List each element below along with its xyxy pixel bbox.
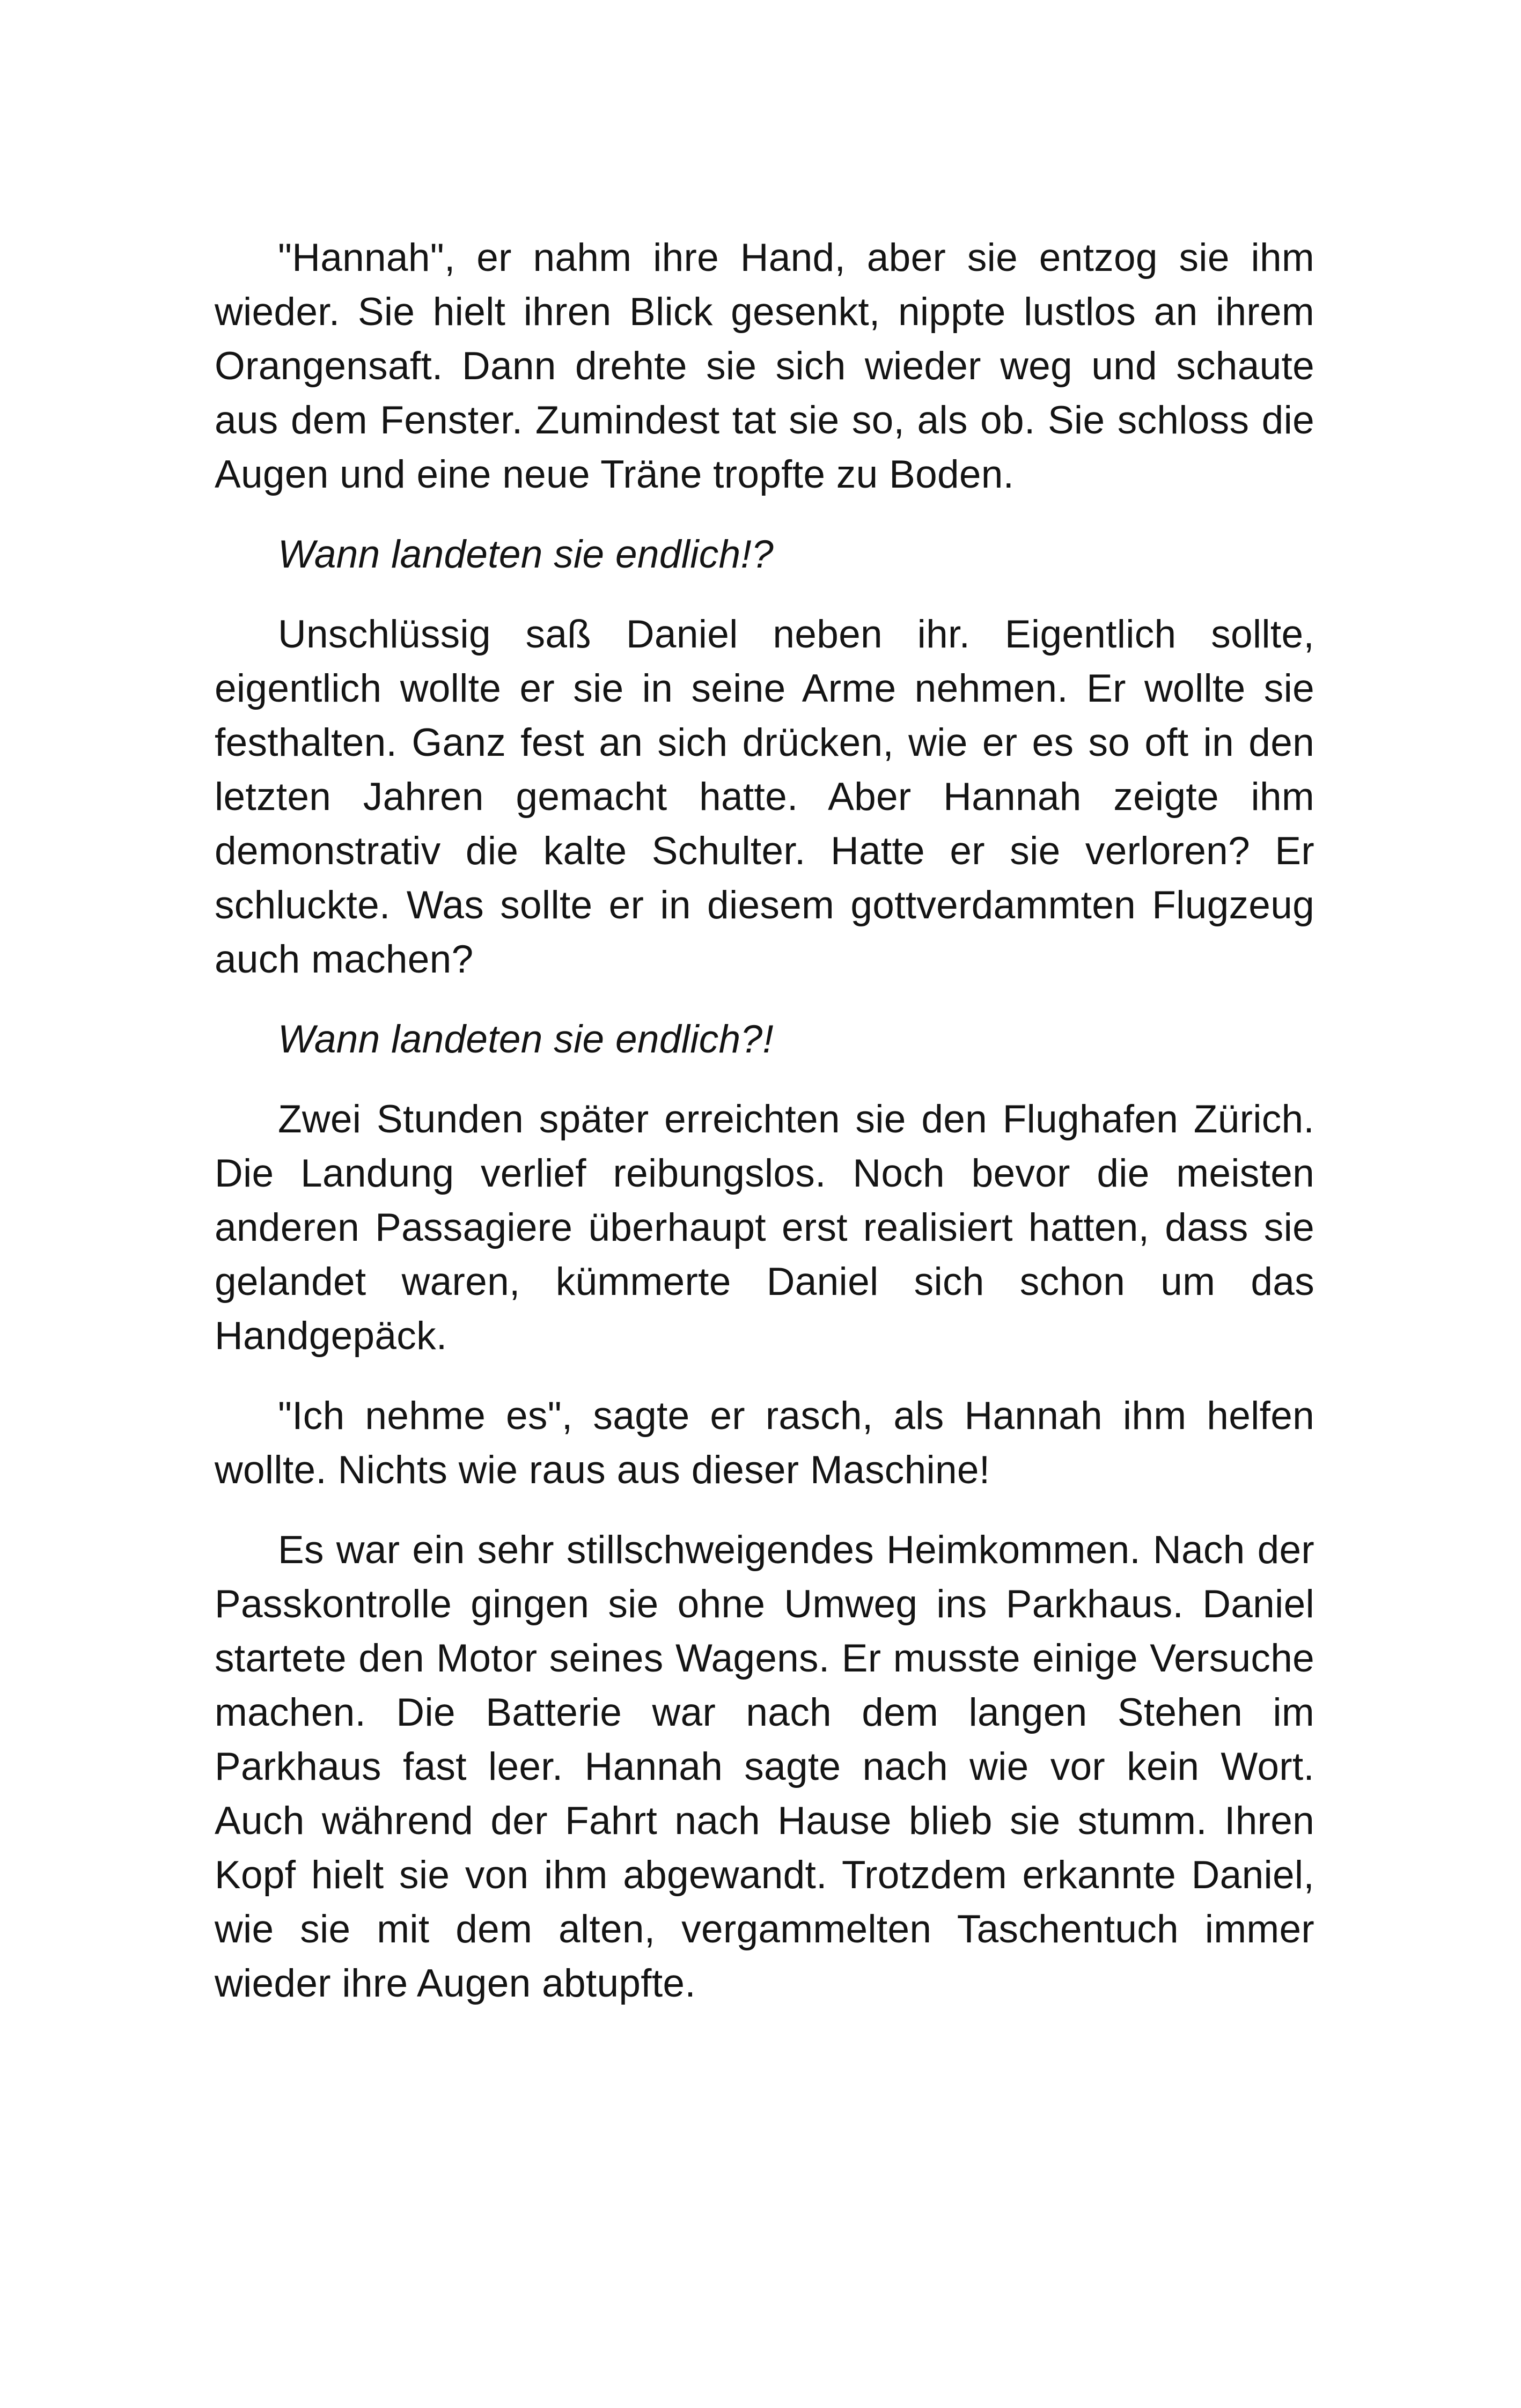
paragraph-5: Es war ein sehr stillschweigendes Heimkommen. Nach der Passkontrolle gingen sie ohne Umweg ins Parkhaus. Daniel startete den Motor seines Wagens. Er musste einige Versuche machen. Die Batterie war nach dem langen Stehen im Parkhaus fast leer. Hannah sagte nach wie vor kein Wort. Auch während der Fahrt nach Hause blieb sie stumm. Ihren Kopf hielt sie von ihm abgewandt. Trotzdem erkannte Daniel, wie sie mit dem alten, vergammelten Taschentuch immer wieder ihre Augen abtupfte. <box>215 1528 1314 2005</box>
paragraph-2: Unschlüssig saß Daniel neben ihr. Eigentlich sollte, eigentlich wollte er sie in seine Arme nehmen. Er wollte sie festhalten. Ganz fest an sich drücken, wie er es so oft in den letzten Jahren gemacht hatte. Aber Hannah zeigte ihm demonstrativ die kalte Schulter. Hatte er sie verloren? Er schluckte. Was sollte er in diesem gottverdammten Flugzeug auch machen? <box>215 613 1314 981</box>
book-page <box>215 231 1314 2036</box>
italic-thought-2: Wann landeten sie endlich?! <box>278 1018 774 1061</box>
paragraph-3: Zwei Stunden später erreichten sie den Flughafen Zürich. Die Landung verlief reibungslos. Noch bevor die meisten anderen Passagiere überhaupt erst realisiert hatten, dass sie gelandet waren, kümmerte Daniel sich schon um das Handgepäck. <box>215 1098 1314 1358</box>
paragraph-1: "Hannah", er nahm ihre Hand, aber sie entzog sie ihm wieder. Sie hielt ihren Blick gesenkt, nippte lustlos an ihrem Orangensaft. Dann drehte sie sich wieder weg und schaute aus dem Fenster. Zumindest tat sie so, als ob. Sie schloss die Augen und eine neue Träne tropfte zu Boden. <box>215 236 1314 496</box>
italic-thought-1: Wann landeten sie endlich!? <box>278 533 774 576</box>
paragraph-4: "Ich nehme es", sagte er rasch, als Hannah ihm helfen wollte. Nichts wie raus aus dieser Maschine! <box>215 1394 1314 1492</box>
